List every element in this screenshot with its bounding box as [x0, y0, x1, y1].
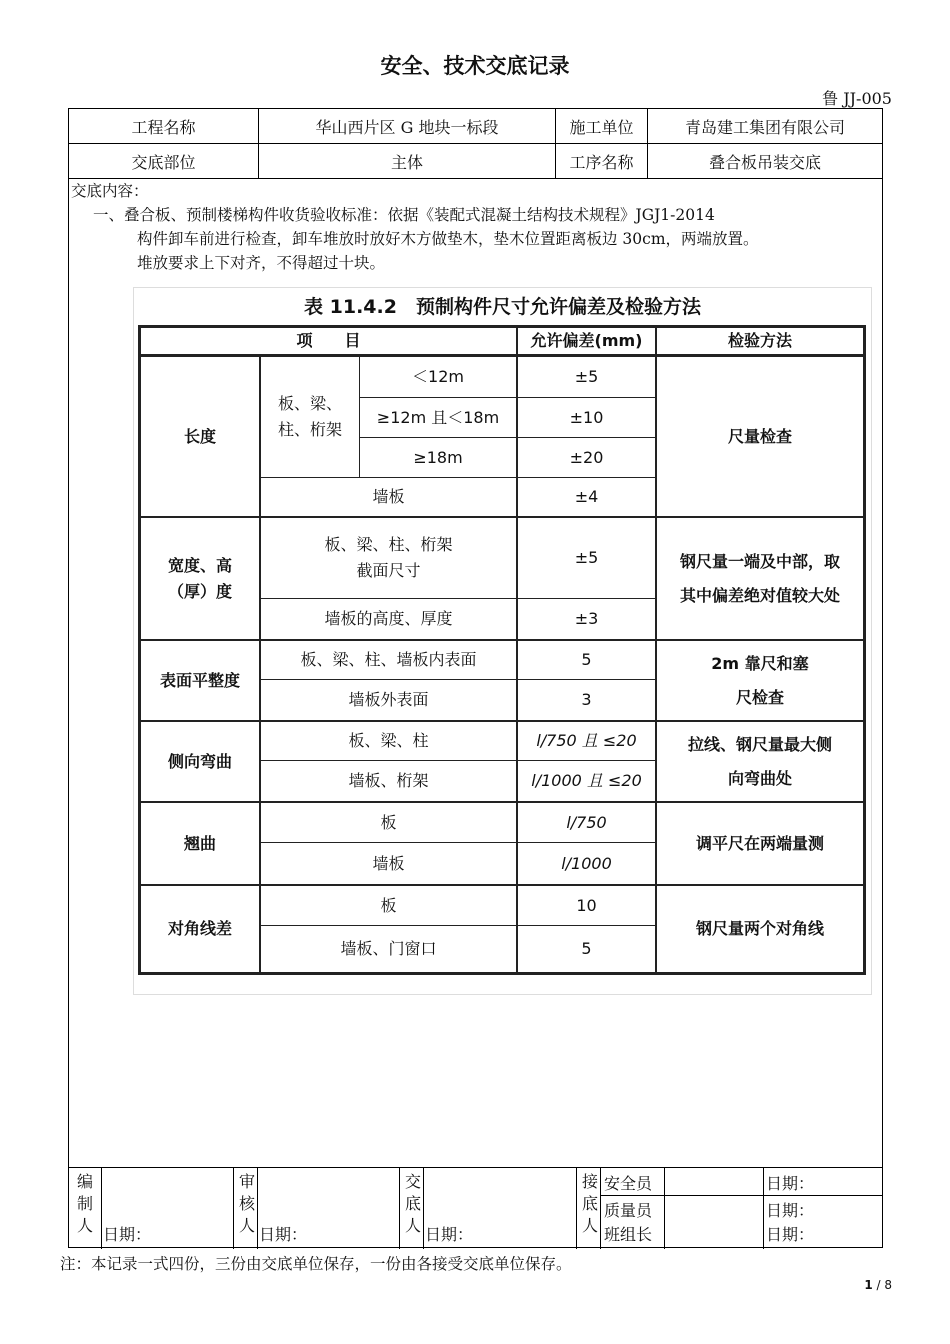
length-group-cell: 板、梁、柱、桁架 [277, 394, 342, 439]
compiler-label: 编制人 [76, 1172, 93, 1235]
content-line-2: 构件卸车前进行检查，卸车堆放时放好木方做垫木，垫木位置距离板边 30cm，两端放置。 [137, 230, 759, 248]
diagonal-method: 钢尺量两个对角线 [695, 919, 824, 938]
quality-date: 日期： [766, 1201, 815, 1220]
length-tol-2: ±10 [569, 407, 604, 427]
width-row-1-tol: ±5 [574, 548, 599, 567]
divider [576, 1167, 577, 1249]
document-title: 安全、技术交底记录 [380, 54, 570, 78]
bending-cell: 侧向弯曲 [167, 751, 232, 771]
warping-cell: 翘曲 [183, 833, 216, 853]
length-cell: 长度 [183, 426, 216, 446]
width-cell: 宽度、高（厚）度 [167, 555, 232, 601]
process-value: 叠合板吊装交底 [708, 152, 821, 172]
warping-method: 调平尺在两端量测 [695, 833, 824, 853]
divider [600, 1195, 882, 1196]
safety-date: 日期： [766, 1174, 815, 1193]
length-tol-3: ±20 [569, 447, 604, 467]
flatness-row-2-tol: 3 [581, 690, 592, 709]
length-range-3: ≥18m [413, 447, 463, 467]
warping-row-1-tol: l/750 [566, 812, 607, 832]
diagonal-cell: 对角线差 [167, 919, 232, 938]
process-label: 工序名称 [569, 152, 634, 172]
receiver-label: 接底人 [581, 1172, 598, 1235]
header-item: 项 目 [296, 331, 361, 350]
quality-officer-label: 质量员 [604, 1201, 653, 1220]
content-label: 交底内容： [71, 182, 149, 200]
flatness-row-1-tol: 5 [581, 650, 592, 669]
warping-row-2-item: 墙板 [372, 853, 405, 873]
tolerance-table [138, 325, 866, 975]
length-range-1: ＜12m [412, 367, 464, 386]
diagonal-row-1-item: 板 [380, 895, 397, 915]
width-row-2-tol: ±3 [574, 609, 599, 628]
flatness-row-1-item: 板、梁、柱、墙板内表面 [300, 650, 477, 669]
bending-row-1-tol: l/750 且 ≤20 [536, 731, 637, 750]
reviewer-date: 日期： [259, 1225, 308, 1244]
bending-row-2-tol: l/1000 且 ≤20 [531, 771, 642, 790]
content-line-3: 堆放要求上下对齐，不得超过十块。 [137, 254, 386, 272]
divider [664, 1167, 665, 1249]
bending-method: 拉线、钢尺量最大侧向弯曲处 [687, 734, 832, 788]
divider [233, 1167, 234, 1249]
form-code: 鲁 JJ-005 [822, 89, 892, 108]
part-value: 主体 [390, 152, 423, 172]
length-wall-tol: ±4 [574, 487, 599, 506]
project-label: 工程名称 [131, 117, 196, 137]
table-title: 表 11.4.2 预制构件尺寸允许偏差及检验方法 [304, 296, 701, 318]
warping-row-2-tol: l/1000 [561, 853, 612, 873]
reviewer-label: 审核人 [238, 1172, 255, 1235]
page-total: / 8 [872, 1278, 892, 1292]
length-range-2: ≥12m 且＜18m [376, 407, 500, 427]
divider [69, 1167, 882, 1168]
team-leader-label: 班组长 [604, 1225, 653, 1244]
warping-row-1-item: 板 [380, 812, 397, 832]
header-method: 检验方法 [727, 331, 792, 350]
width-row-1-item: 板、梁、柱、桁架截面尺寸 [324, 535, 453, 580]
diagonal-row-2-item: 墙板、门窗口 [340, 939, 437, 958]
project-value: 华山西片区 G 地块一标段 [315, 117, 499, 137]
content-line-1: 一、叠合板、预制楼梯构件收货验收标准：依据《装配式混凝土结构技术规程》JGJ1-2014 [93, 206, 715, 224]
diagonal-row-1-tol: 10 [576, 895, 597, 915]
divider [399, 1167, 400, 1249]
safety-officer-label: 安全员 [604, 1174, 653, 1193]
header-tolerance: 允许偏差(mm) [530, 331, 643, 350]
width-method: 钢尺量一端及中部，取其中偏差绝对值较大处 [679, 551, 840, 605]
length-wall-item: 墙板 [372, 487, 405, 506]
length-tol-1: ±5 [574, 367, 599, 386]
divider [763, 1167, 764, 1249]
compiler-date: 日期： [103, 1225, 152, 1244]
team-date: 日期： [766, 1225, 815, 1244]
bending-row-1-item: 板、梁、柱 [348, 731, 429, 750]
flatness-method: 2m 靠尺和塞尺检查 [711, 653, 809, 707]
footer-note: 注：本记录一式四份，三份由交底单位保存，一份由各接受交底单位保存。 [60, 1255, 572, 1273]
page-number [864, 1278, 892, 1292]
length-method: 尺量检查 [727, 426, 792, 446]
discloser-label: 交底人 [404, 1172, 421, 1235]
width-row-2-item: 墙板的高度、厚度 [324, 609, 453, 628]
unit-value: 青岛建工集团有限公司 [684, 117, 845, 137]
flatness-cell: 表面平整度 [159, 670, 240, 690]
diagonal-row-2-tol: 5 [581, 939, 592, 958]
page-current: 1 [864, 1278, 873, 1292]
part-label: 交底部位 [131, 152, 196, 172]
tolerance-table-image [133, 287, 872, 995]
discloser-date: 日期： [425, 1225, 474, 1244]
divider [101, 1167, 102, 1249]
flatness-row-2-item: 墙板外表面 [348, 690, 429, 709]
bending-row-2-item: 墙板、桁架 [348, 771, 429, 790]
divider [69, 178, 882, 179]
unit-label: 施工单位 [569, 117, 634, 137]
